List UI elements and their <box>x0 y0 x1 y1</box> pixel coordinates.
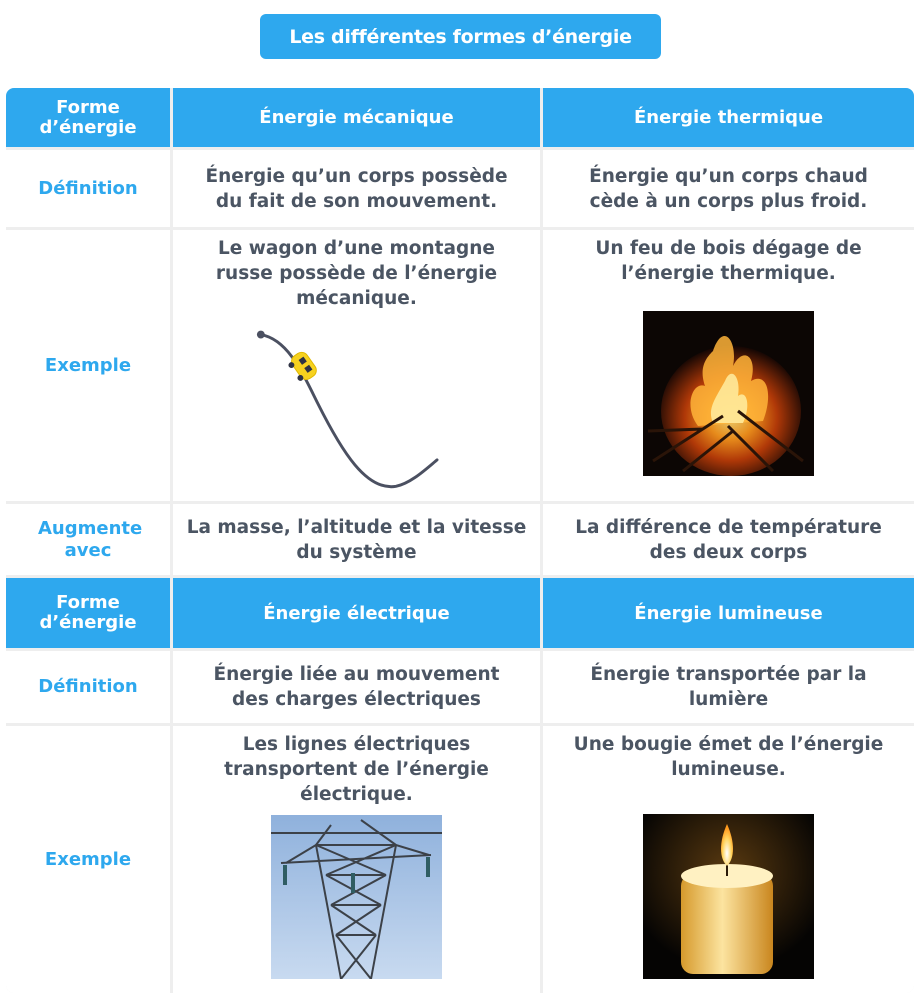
exemple-thermique <box>543 230 914 501</box>
definition-mecanique: Énergie qu’un corps possède du fait de son mouvement. <box>173 150 540 227</box>
header-forme-label: Forme d’énergie <box>6 88 170 147</box>
header-thermique: Énergie thermique <box>543 88 914 147</box>
exemple-thermique-text: Un feu de bois dégage de l’énergie thermique. <box>595 238 862 284</box>
definition-electrique: Énergie liée au mouvement des charges électriques <box>173 651 540 723</box>
augmente-mecanique: La masse, l’altitude et la vitesse du système <box>173 504 540 575</box>
exemple-lumineuse-text: Une bougie émet de l’énergie lumineuse. <box>573 734 884 780</box>
candle-photo <box>643 814 814 979</box>
definition-thermique: Énergie qu’un corps chaud cède à un corps plus froid. <box>543 150 914 227</box>
exemple-mecanique <box>173 230 540 501</box>
fire-photo <box>643 311 814 476</box>
power-pylon-photo <box>271 815 442 979</box>
header2-forme-label: Forme d’énergie <box>6 578 170 648</box>
roller-coaster-illustration <box>247 315 447 501</box>
header-mecanique: Énergie mécanique <box>173 88 540 147</box>
exemple-mecanique-text: Le wagon d’une montagne russe possède de l’énergie mécanique. <box>215 238 498 309</box>
exemple-electrique-text: Les lignes électriques transportent de l’énergie électrique. <box>224 734 489 805</box>
page-title: Les différentes formes d’énergie <box>260 14 661 59</box>
row-label-augmente: Augmente avec <box>6 504 170 575</box>
definition-lumineuse: Énergie transportée par la lumière <box>543 651 914 723</box>
header-lumineuse: Énergie lumineuse <box>543 578 914 648</box>
row-label-exemple: Exemple <box>6 230 170 501</box>
energy-table <box>6 88 914 993</box>
exemple-electrique <box>173 726 540 993</box>
exemple-lumineuse <box>543 726 914 993</box>
row-label-definition: Définition <box>6 150 170 227</box>
row2-label-definition: Définition <box>6 651 170 723</box>
row2-label-exemple: Exemple <box>6 726 170 993</box>
augmente-thermique: La différence de température des deux corps <box>543 504 914 575</box>
header-electrique: Énergie électrique <box>173 578 540 648</box>
